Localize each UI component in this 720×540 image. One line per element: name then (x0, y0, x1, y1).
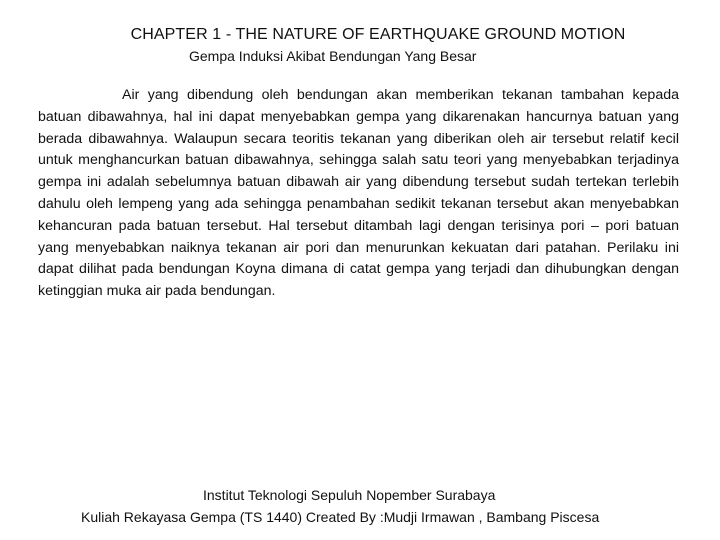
footer-institution: Institut Teknologi Sepuluh Nopember Surabaya (203, 487, 496, 503)
footer-course-credit: Kuliah Rekayasa Gempa (TS 1440) Created By :Mudji Irmawan , Bambang Piscesa (81, 509, 600, 525)
body-paragraph: Air yang dibendung oleh bendungan akan memberikan tekanan tambahan kepada batuan dibawahnya, hal ini dapat menyebabkan gempa yang dikarenakan hancurnya batuan yang berada dibawahnya. Walaupun secara teoritis tekanan yang diberikan oleh air tersebut relatif kecil untuk menghancurkan batuan dibawahnya, sehingga salah satu teori yang menyebabkan terjadinya gempa ini adalah sebelumnya batuan dibawah air yang dibendung tersebut sudah tertekan terlebih dahulu oleh lempeng yang ada sehingga penambahan sedikit tekanan tersebut akan menyebabkan kehancuran pada batuan tersebut. Hal tersebut ditambah lagi dengan terisinya pori – pori batuan yang menyebabkan naiknya tekanan air pori dan menurunkan kekuatan dari patahan. Perilaku ini dapat dilihat pada bendungan Koyna dimana di catat gempa yang terjadi dan dihubungkan dengan ketinggian muka air pada bendungan. (38, 87, 679, 300)
chapter-title: CHAPTER 1 - THE NATURE OF EARTHQUAKE GROUND MOTION (130, 26, 626, 43)
section-subtitle: Gempa Induksi Akibat Bendungan Yang Besar (189, 48, 477, 64)
